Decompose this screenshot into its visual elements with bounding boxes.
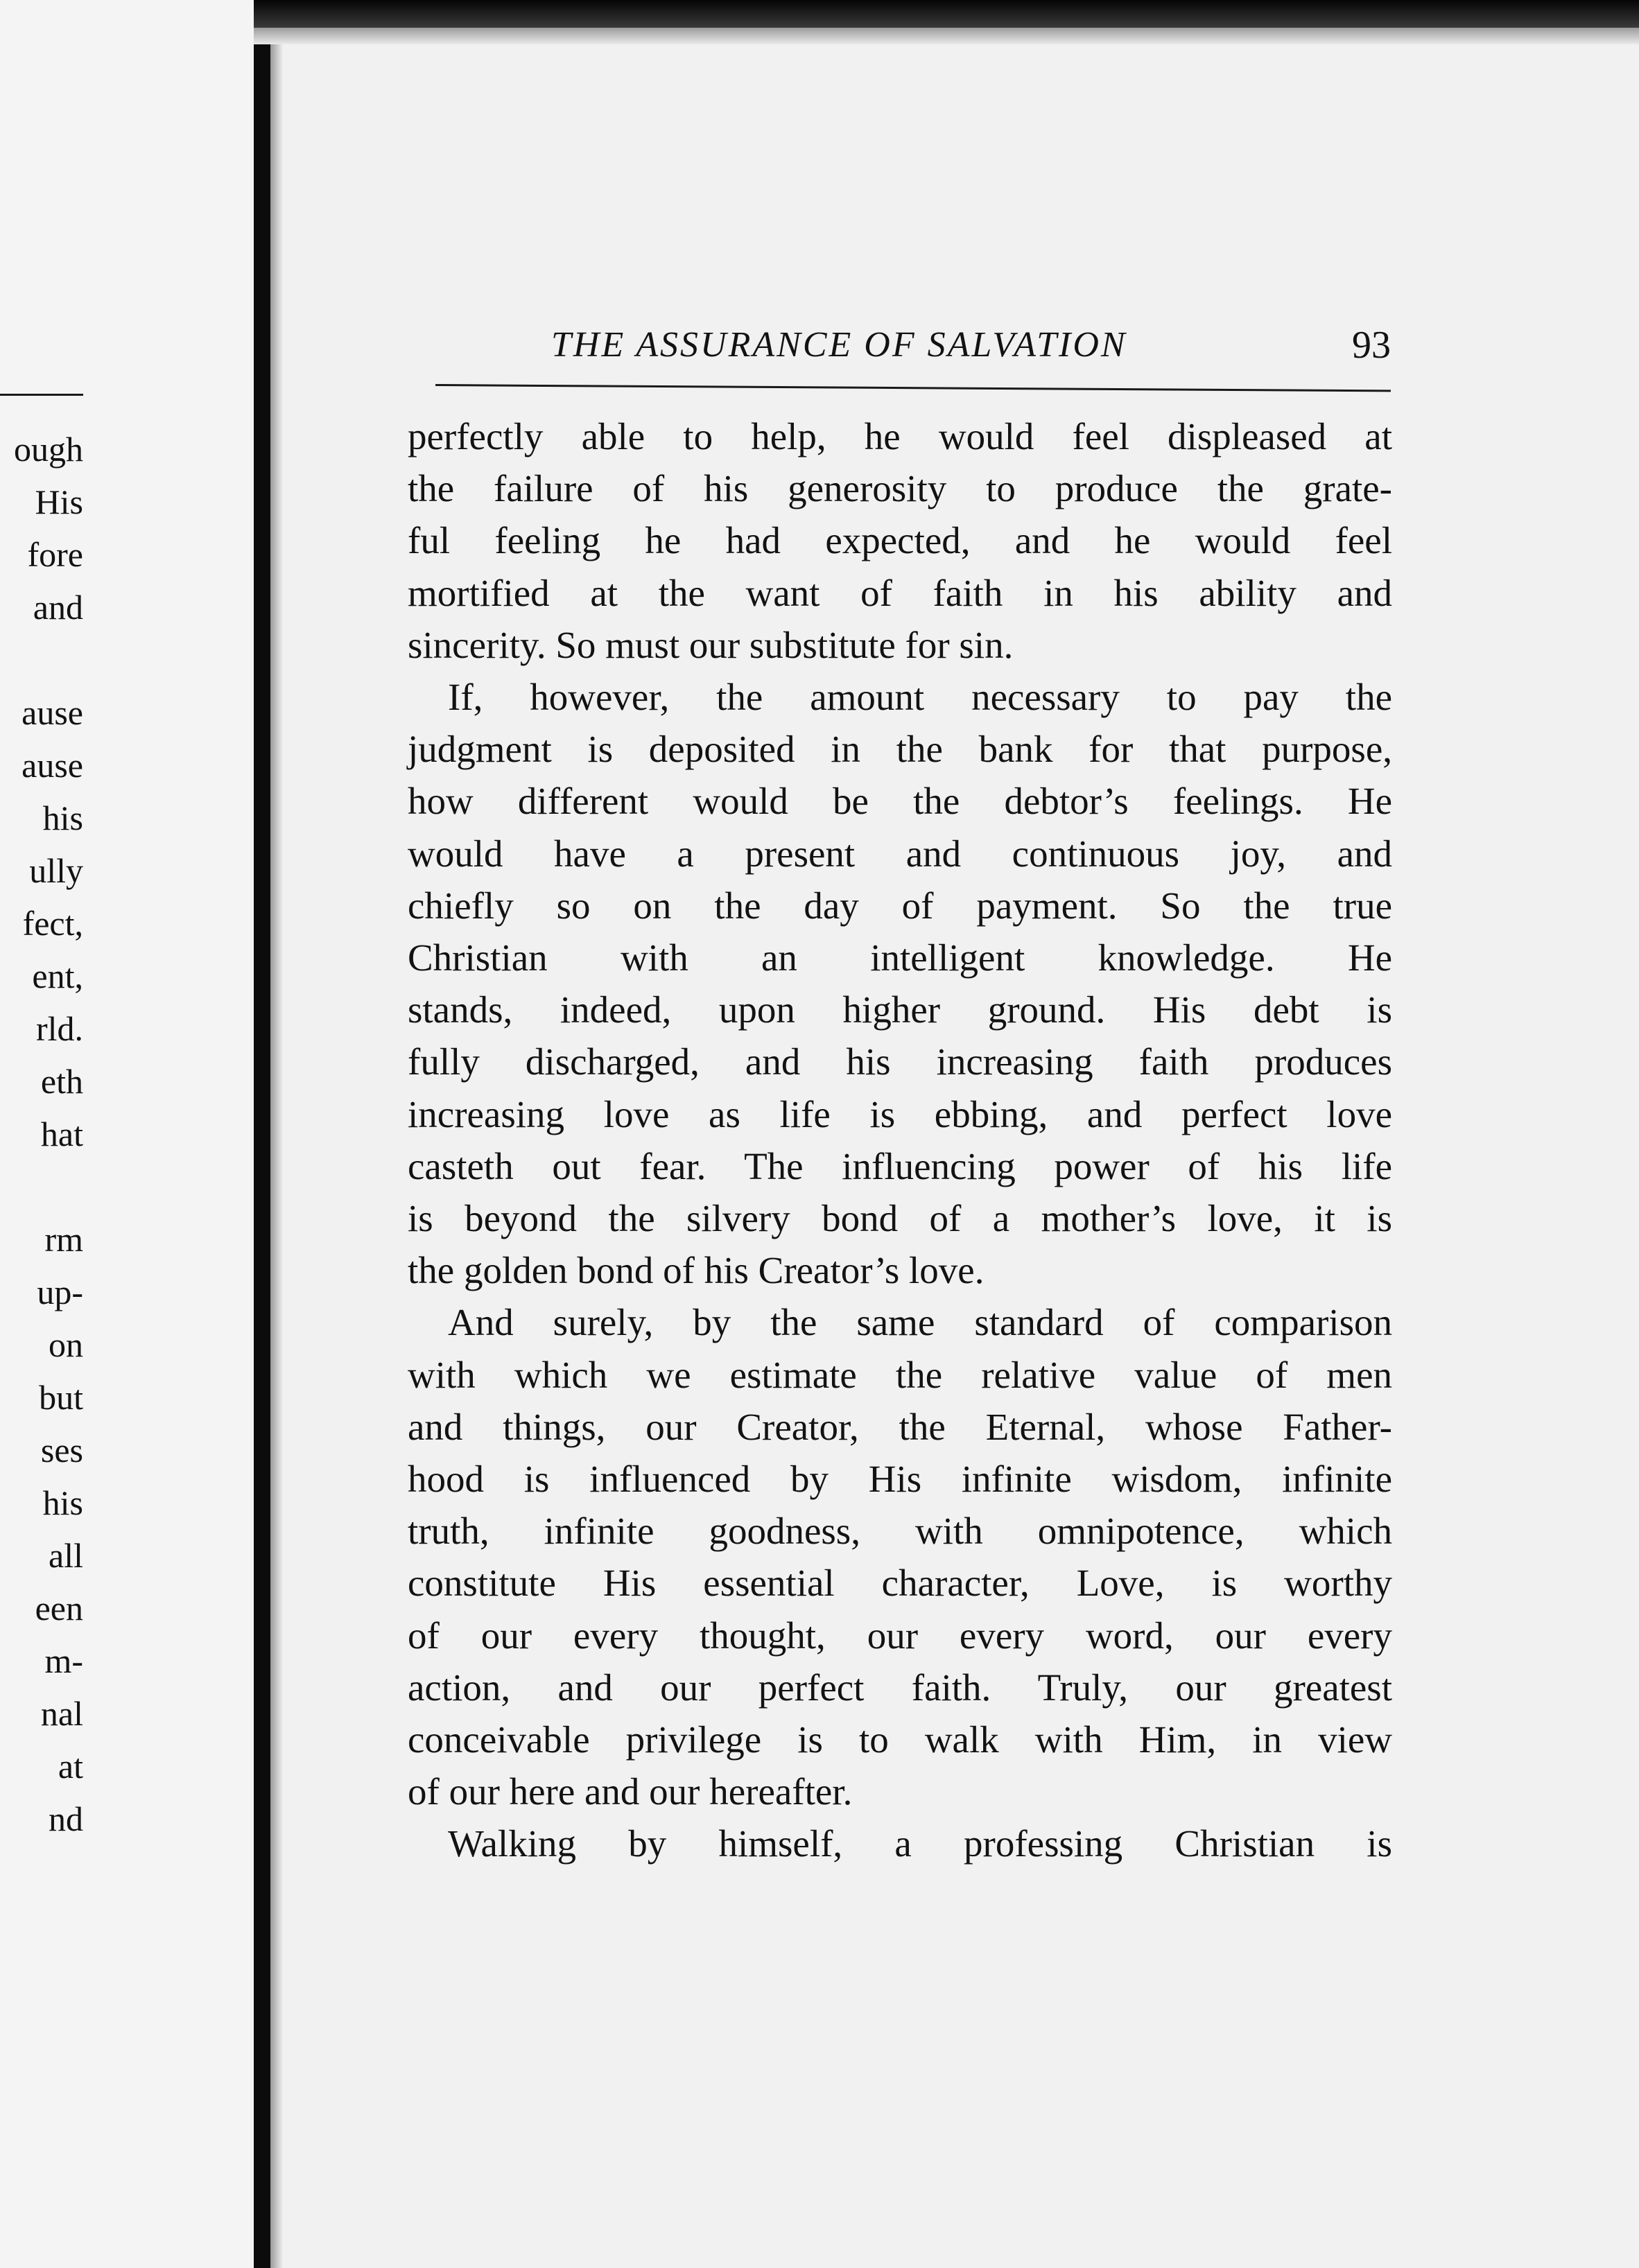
text-line: judgment is deposited in the bank for that purpose, xyxy=(408,728,1392,771)
left-fragment: nd xyxy=(49,1799,83,1838)
left-fragment: m- xyxy=(44,1641,83,1680)
body-text xyxy=(408,410,1392,1870)
left-fragment: ses xyxy=(40,1431,83,1469)
running-head-title: THE ASSURANCE OF SALVATION xyxy=(551,325,1127,365)
left-page-header-rule xyxy=(0,394,83,396)
left-fragment: ent, xyxy=(32,957,83,995)
left-fragment-gap xyxy=(14,634,83,686)
left-fragment: on xyxy=(49,1325,83,1364)
left-fragment: hat xyxy=(40,1115,83,1153)
text-line: conceivable privilege is to walk with Him, in view xyxy=(408,1718,1392,1761)
text-line: mortified at the want of faith in his ability and xyxy=(408,571,1392,614)
left-fragment: ough xyxy=(14,430,83,469)
left-fragment: all xyxy=(49,1536,83,1575)
text-line: of our every thought, our every word, our every xyxy=(408,1614,1392,1657)
left-fragment: eth xyxy=(40,1062,83,1101)
text-line: the golden bond of his Creator’s love. xyxy=(408,1249,985,1292)
top-scan-edge xyxy=(254,0,1639,28)
text-line: perfectly able to help, he would feel displeased at xyxy=(408,415,1392,457)
left-fragment: and xyxy=(33,588,83,627)
left-fragment: een xyxy=(35,1589,83,1628)
top-page-edge xyxy=(254,28,1639,44)
text-line: casteth out fear. The influencing power of his life xyxy=(408,1144,1392,1187)
text-line: how different would be the debtor’s feelings. He xyxy=(408,780,1392,823)
left-fragment: nal xyxy=(40,1694,83,1733)
text-line: stands, indeed, upon higher ground. His debt is xyxy=(408,988,1392,1031)
book-gutter xyxy=(254,42,270,2268)
text-line: chiefly so on the day of payment. So the true xyxy=(408,884,1392,927)
text-line: And surely, by the same standard of comparison xyxy=(448,1301,1392,1344)
left-fragment: ause xyxy=(21,693,83,732)
text-line: truth, infinite goodness, with omnipotence, which xyxy=(408,1510,1392,1553)
left-fragment: ully xyxy=(29,851,83,890)
left-fragment: fore xyxy=(27,535,83,574)
text-line: of our here and our hereafter. xyxy=(408,1770,853,1813)
left-fragment: His xyxy=(35,482,83,521)
left-fragment: his xyxy=(42,1483,83,1522)
left-fragment: rm xyxy=(44,1220,83,1259)
text-line: and things, our Creator, the Eternal, whose Father- xyxy=(408,1405,1392,1448)
left-fragment: his xyxy=(42,799,83,837)
left-fragment: fect, xyxy=(22,904,83,943)
text-line: ful feeling he had expected, and he would feel xyxy=(408,519,1392,562)
text-line: the failure of his generosity to produce the grate- xyxy=(408,467,1392,510)
gutter-shadow xyxy=(270,42,283,2268)
left-fragment: up- xyxy=(37,1273,83,1311)
text-line: sincerity. So must our substitute for sin. xyxy=(408,623,1014,666)
text-line: constitute His essential character, Love, is worthy xyxy=(408,1562,1392,1605)
left-fragment: but xyxy=(39,1378,83,1417)
left-fragment-gap xyxy=(14,1160,83,1213)
text-line: increasing love as life is ebbing, and perfect love xyxy=(408,1092,1392,1135)
page-number: 93 xyxy=(1352,324,1391,367)
text-line: Walking by himself, a professing Christian is xyxy=(448,1822,1392,1865)
text-line: would have a present and continuous joy, and xyxy=(408,832,1392,875)
text-line: with which we estimate the relative value of men xyxy=(408,1353,1392,1396)
left-page-text-fragments xyxy=(14,423,83,1845)
left-fragment: rld. xyxy=(35,1009,83,1048)
text-line: fully discharged, and his increasing faith produces xyxy=(408,1040,1392,1083)
text-line: is beyond the silvery bond of a mother’s love, it is xyxy=(408,1197,1392,1240)
left-fragment: at xyxy=(58,1747,83,1786)
left-facing-page xyxy=(0,0,257,2268)
left-fragment: ause xyxy=(21,746,83,785)
text-line: hood is influenced by His infinite wisdom, infinite xyxy=(408,1458,1392,1501)
text-line: If, however, the amount necessary to pay the xyxy=(448,676,1392,719)
text-line: Christian with an intelligent knowledge. He xyxy=(408,936,1392,979)
text-line: action, and our perfect faith. Truly, our greatest xyxy=(408,1666,1392,1709)
